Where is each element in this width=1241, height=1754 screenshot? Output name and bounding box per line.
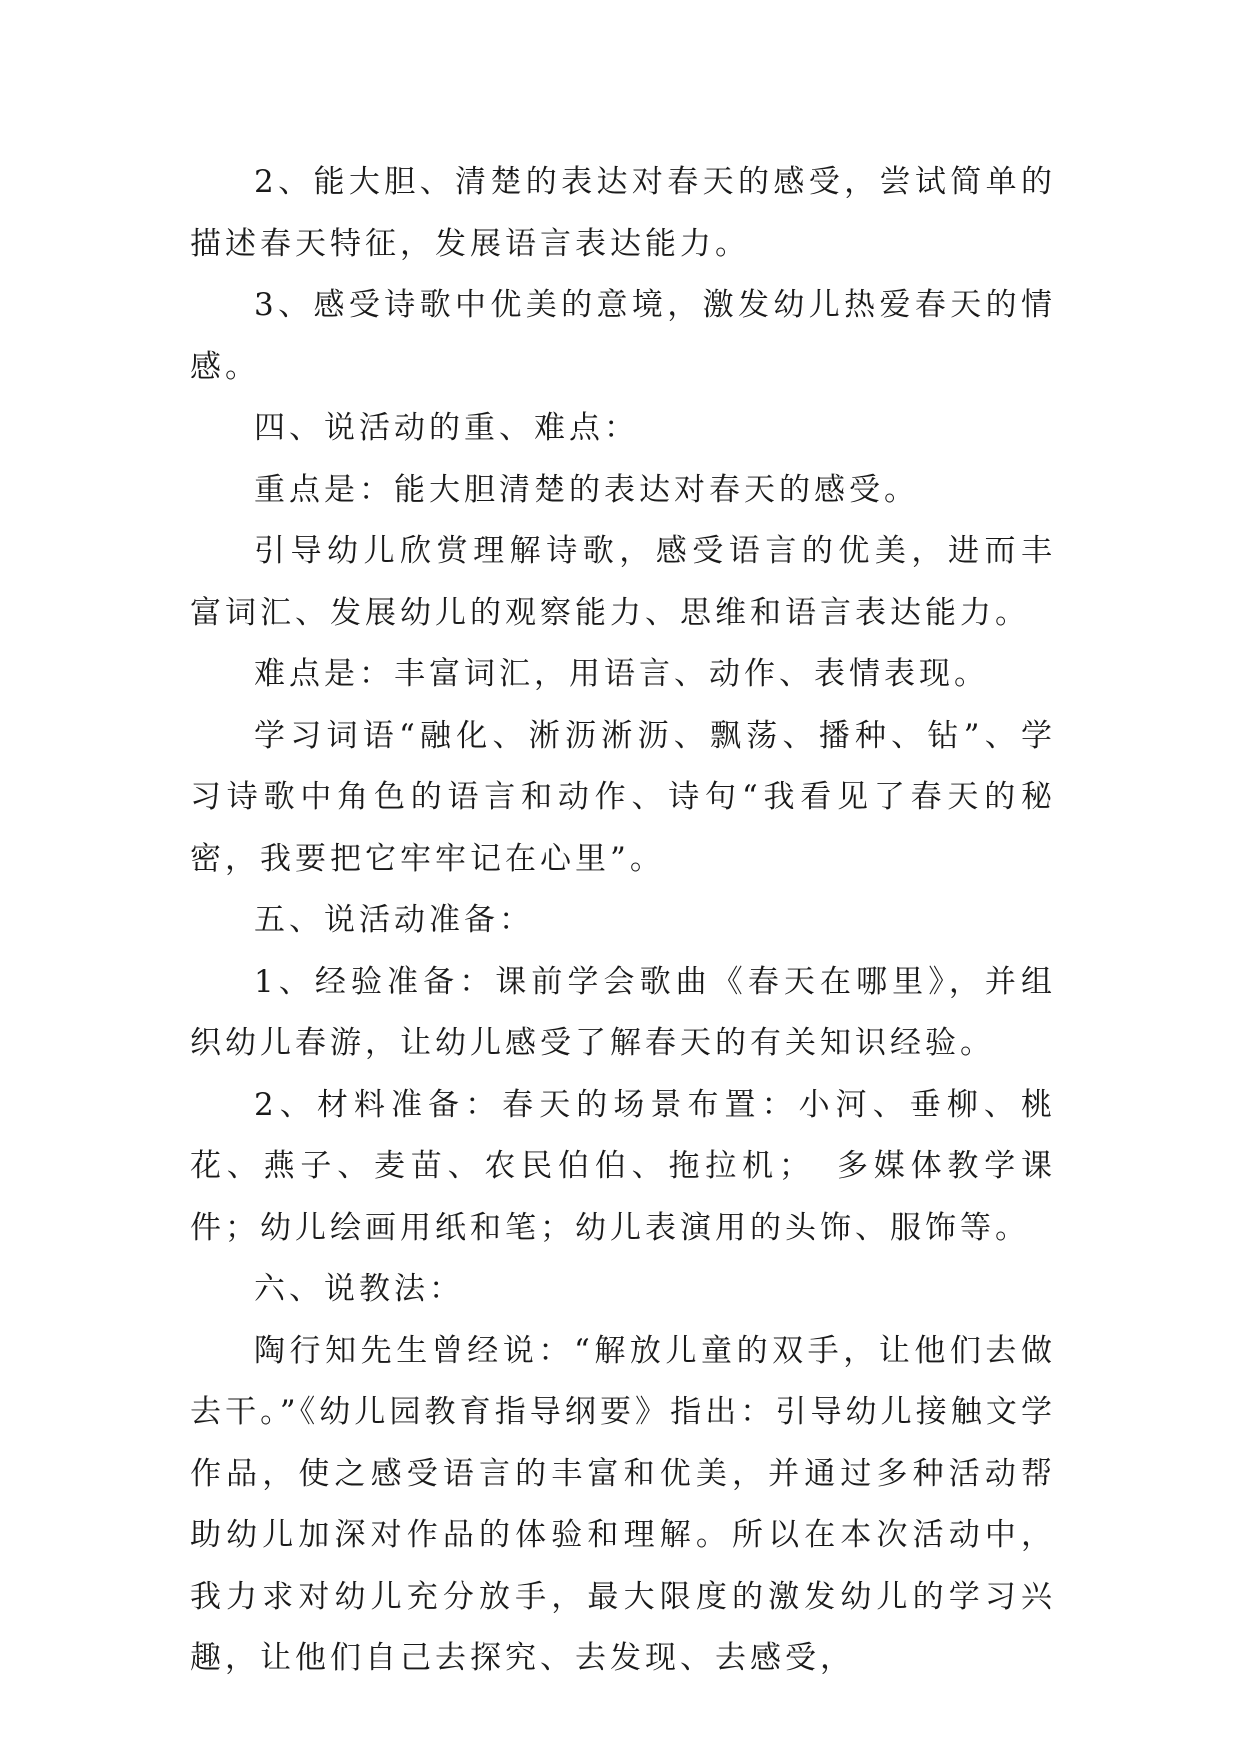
paragraph-difficulty: 难点是：丰富词汇，用语言、动作、表情表现。 — [254, 656, 989, 692]
paragraph-teaching-method: 陶行知先生曾经说：“解放儿童的双手，让他们去做去干。”《幼儿园教育指导纲要》指出：引导幼儿接触文学作品，使之感受语言的丰富和优美，并通过多种活动帮助幼儿加深对作品的体验和理解。所以在本次活动中，我力求对幼儿充分放手，最大限度的激发幼儿的学习兴趣，让他们自己去探究、去发现、去感受， — [190, 1332, 1056, 1676]
paragraph-vocabulary: 学习词语“融化、淅沥淅沥、飘荡、播种、钻”、学习诗歌中角色的语言和动作、诗句“我看见了春天的秘密，我要把它牢牢记在心里”。 — [190, 717, 1056, 877]
paragraph-goal-2: 2、能大胆、清楚的表达对春天的感受，尝试简单的描述春天特征，发展语言表达能力。 — [190, 164, 1056, 262]
document-body — [190, 152, 1056, 1690]
heading-teaching-method: 六、说教法： — [254, 1271, 464, 1307]
paragraph-goal-3: 3、感受诗歌中优美的意境，激发幼儿热爱春天的情感。 — [190, 287, 1056, 385]
heading-preparation: 五、说活动准备： — [254, 902, 534, 938]
paragraph-experience-prep: 1、经验准备：课前学会歌曲《春天在哪里》，并组织幼儿春游，让幼儿感受了解春天的有关知识经验。 — [190, 963, 1056, 1061]
heading-key-points: 四、说活动的重、难点： — [254, 410, 639, 446]
paragraph-guidance: 引导幼儿欣赏理解诗歌，感受语言的优美，进而丰富词汇、发展幼儿的观察能力、思维和语言表达能力。 — [190, 533, 1056, 631]
paragraph-material-prep: 2、材料准备：春天的场景布置：小河、垂柳、桃花、燕子、麦苗、农民伯伯、拖拉机； 多媒体教学课件；幼儿绘画用纸和笔；幼儿表演用的头饰、服饰等。 — [190, 1086, 1056, 1246]
paragraph-key-point: 重点是：能大胆清楚的表达对春天的感受。 — [254, 471, 919, 508]
